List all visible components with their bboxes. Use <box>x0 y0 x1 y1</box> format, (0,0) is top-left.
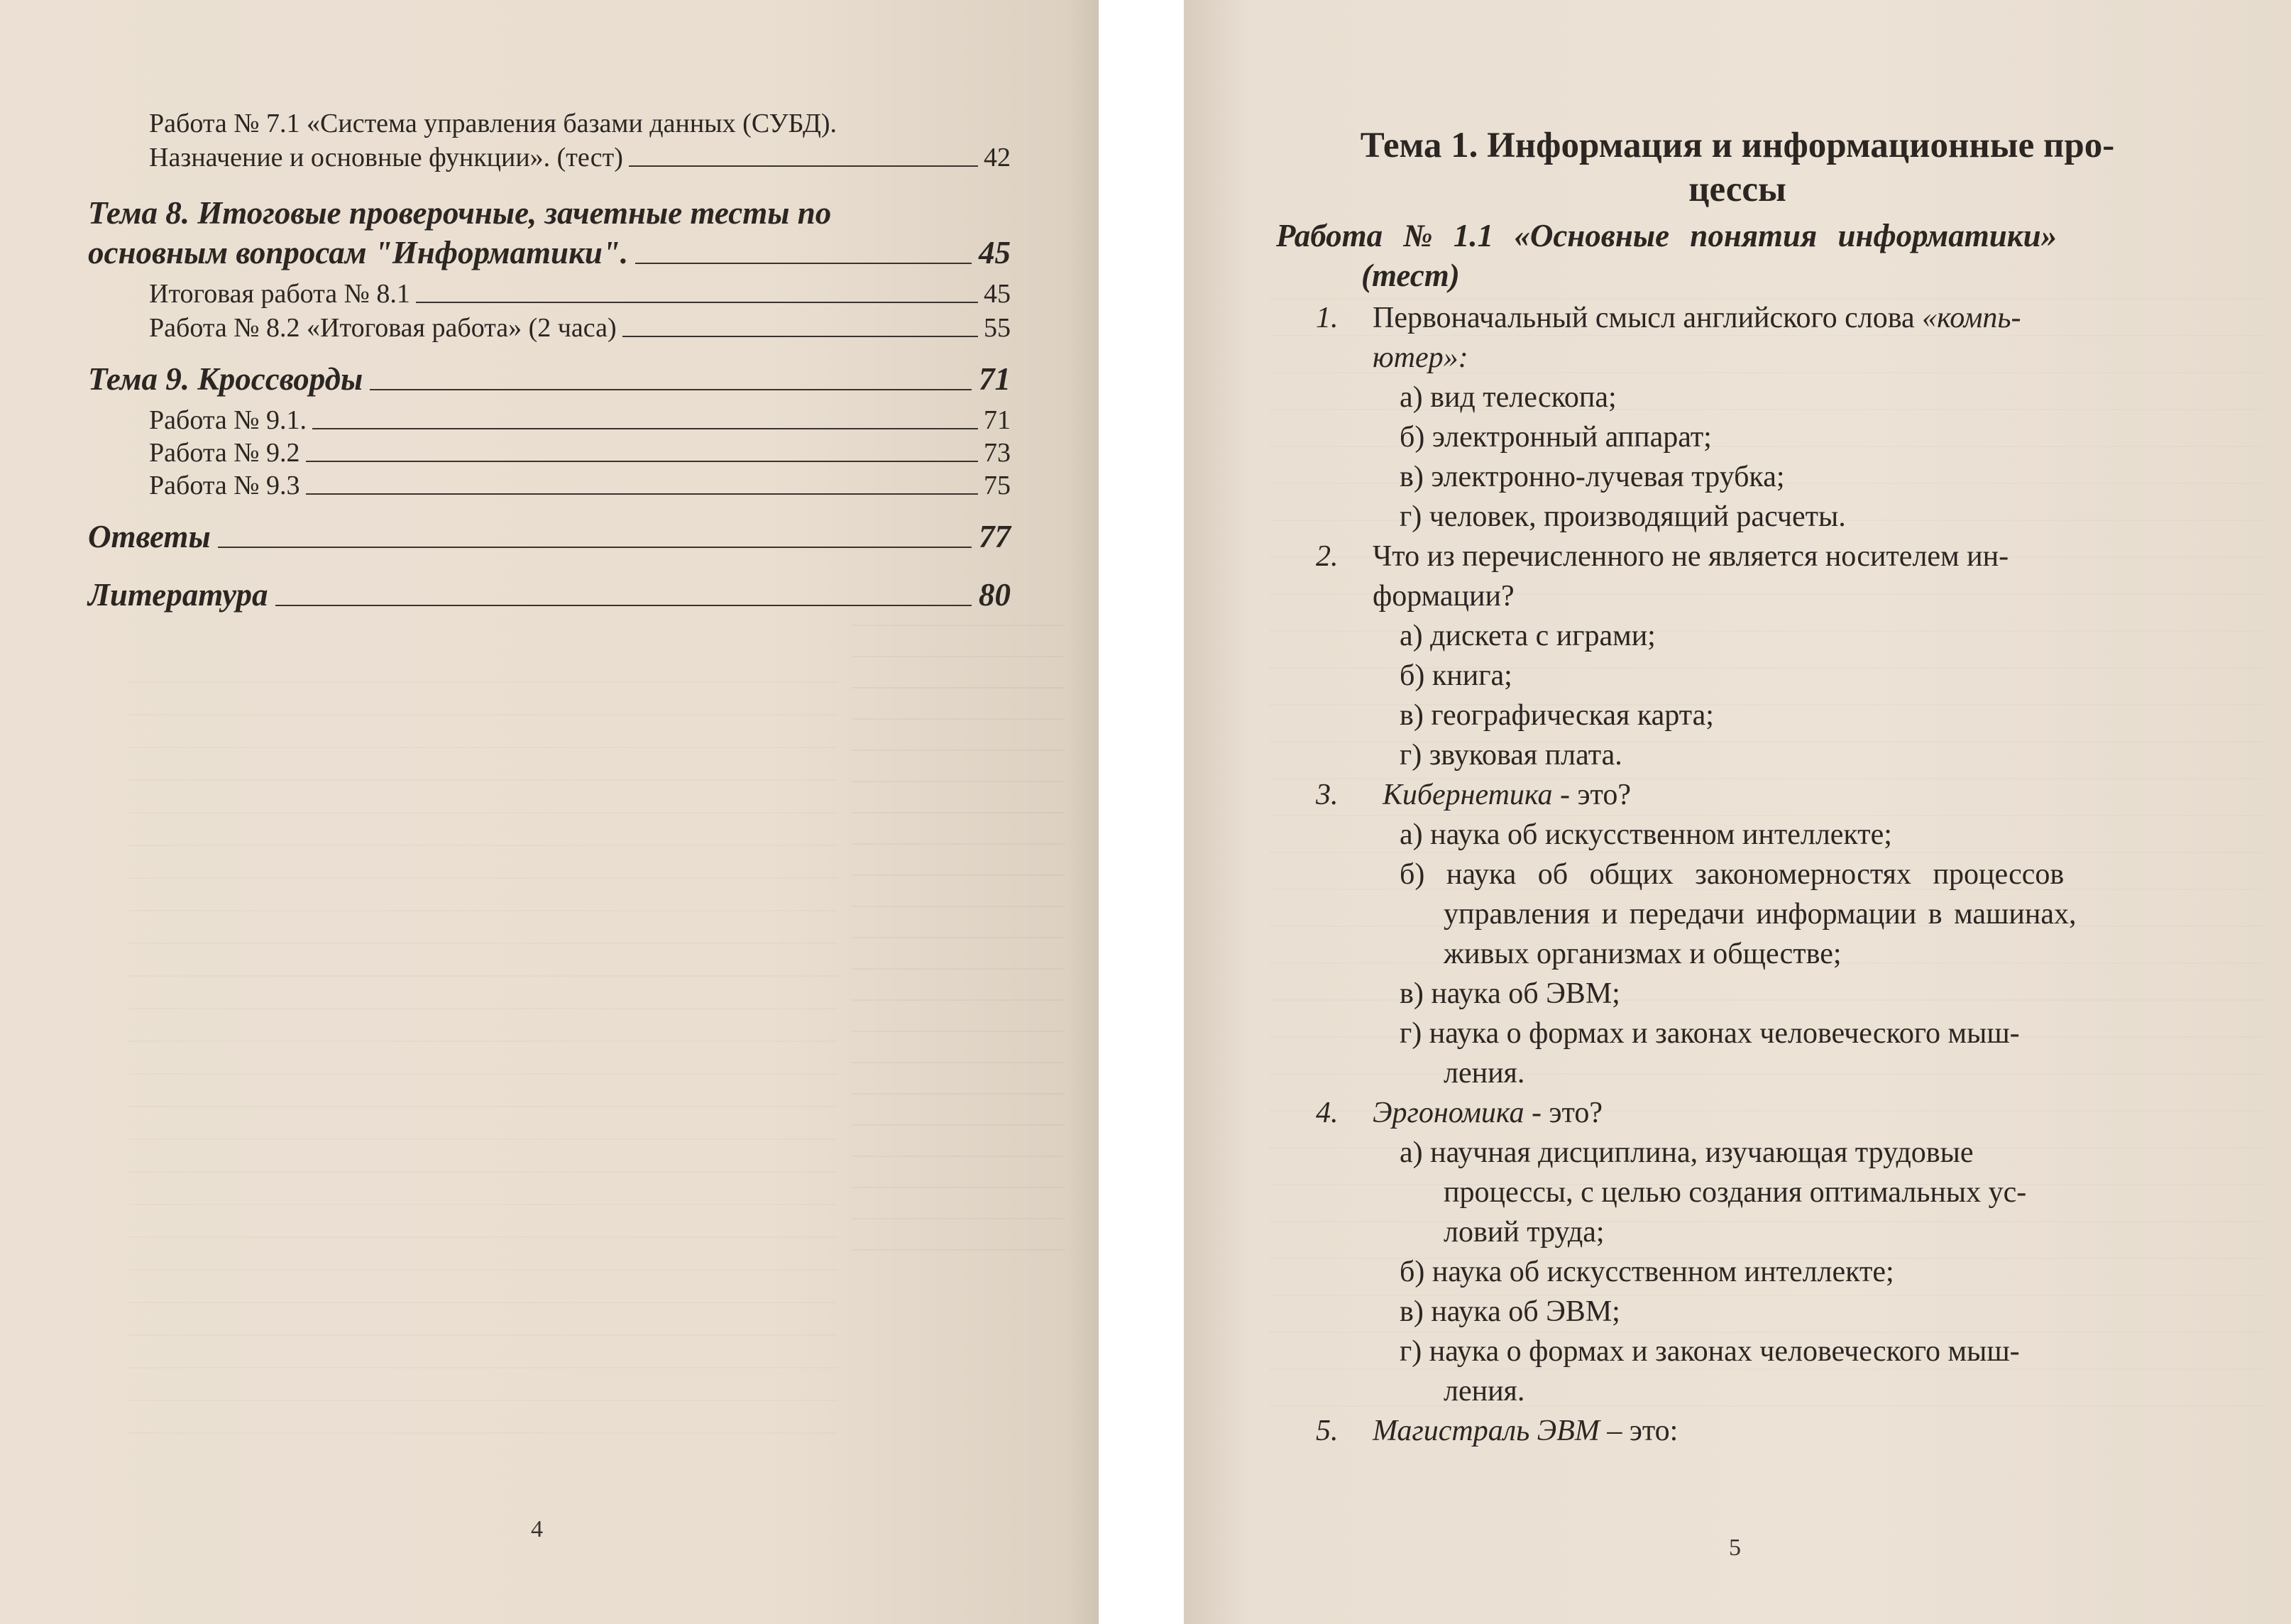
question-4-option-b: б) наука об искусственном интеллекте; <box>1400 1256 1894 1288</box>
toc-topic-8-line2: основным вопросам "Информатики". <box>88 235 629 270</box>
question-1-text-line1 <box>1373 301 2021 335</box>
toc-topic-label: Ответы <box>88 519 211 554</box>
question-5-number: 5. <box>1316 1415 1339 1447</box>
question-3-option-d-line1: г) наука о формах и законах человеческого мыш- <box>1400 1017 2020 1050</box>
question-1-option-c: в) электронно-лучевая трубка; <box>1400 461 1785 493</box>
question-3-option-a: а) наука об искусственном интеллекте; <box>1400 818 1892 851</box>
question-2-option-a: а) дискета с играми; <box>1400 620 1656 652</box>
dot-leader <box>629 165 978 167</box>
question-text: - это? <box>1552 779 1631 811</box>
question-3-option-d-line2: ления. <box>1444 1057 1525 1090</box>
dot-leader <box>218 547 972 548</box>
question-2-number: 2. <box>1316 540 1339 573</box>
topic-title-line2: цессы <box>1688 170 1786 209</box>
question-1-text-line2 <box>1373 341 1468 375</box>
question-1-option-d: г) человек, производящий расчеты. <box>1400 500 1846 533</box>
toc-literature <box>88 576 1011 613</box>
dot-leader <box>306 461 978 462</box>
dot-leader <box>275 605 972 606</box>
toc-entry-label: Работа № 9.3 <box>149 471 300 500</box>
question-text: – это: <box>1599 1415 1679 1447</box>
toc-page-number: 71 <box>984 405 1011 435</box>
toc-topic-9 <box>88 361 1011 397</box>
question-text: Первоначальный смысл английского слова <box>1373 302 1923 334</box>
work-title-line1: Работа № 1.1 «Основные понятия информатики» <box>1276 218 2057 253</box>
toc-page-number: 71 <box>979 361 1011 397</box>
question-5-text <box>1373 1414 1678 1448</box>
toc-page-number: 77 <box>979 519 1011 554</box>
toc-entry-7-1 <box>149 136 1011 173</box>
dot-leader <box>622 336 978 337</box>
bleed-through-texture <box>852 625 1065 1263</box>
question-emphasis: ютер»: <box>1373 341 1468 374</box>
page-number-right: 5 <box>1729 1535 1741 1561</box>
question-2-option-d: г) звуковая плата. <box>1400 739 1622 772</box>
toc-entry-7-1-line1: Работа № 7.1 «Система управления базами данных (СУБД). <box>149 109 837 138</box>
dot-leader <box>416 302 978 303</box>
question-1-option-a: а) вид телескопа; <box>1400 381 1617 414</box>
question-4-number: 4. <box>1316 1097 1339 1129</box>
toc-answers <box>88 518 1011 555</box>
question-3-option-b-line1: б) наука об общих закономерностях процессов <box>1400 858 2065 891</box>
question-3-option-b-line3: живых организмах и обществе; <box>1444 938 1842 970</box>
toc-entry-label: Работа № 8.2 «Итоговая работа» (2 часа) <box>149 313 617 343</box>
toc-page-number: 42 <box>984 143 1011 172</box>
toc-page-number: 45 <box>984 279 1011 309</box>
question-3-number: 3. <box>1316 779 1339 811</box>
question-3-option-c: в) наука об ЭВМ; <box>1400 977 1620 1010</box>
question-4-option-a-line2: процессы, с целью создания оптимальных ус- <box>1444 1176 2027 1209</box>
question-emphasis: «компь- <box>1922 302 2021 334</box>
toc-topic-8-line1: Тема 8. Итоговые проверочные, зачетные тесты по <box>88 195 832 231</box>
question-3-option-b-line2: управления и передачи информации в машинах, <box>1444 898 2077 931</box>
question-4-option-d-line1: г) наука о формах и законах человеческого мыш- <box>1400 1335 2020 1368</box>
toc-entry-9-1 <box>149 399 1011 436</box>
question-text: - это? <box>1524 1097 1603 1129</box>
toc-page-number: 73 <box>984 438 1011 468</box>
toc-entry-9-2 <box>149 432 1011 468</box>
question-2-text-line2: формации? <box>1373 580 1515 613</box>
question-4-option-a-line3: ловий труда; <box>1444 1216 1605 1249</box>
toc-entry-label: Работа № 9.2 <box>149 438 300 468</box>
toc-entry-label: Работа № 9.1. <box>149 405 307 435</box>
question-emphasis: Магистраль ЭВМ <box>1373 1415 1600 1447</box>
toc-topic-label: Тема 9. Кроссворды <box>88 361 363 397</box>
toc-entry-8-1 <box>149 273 1011 309</box>
question-1-number: 1. <box>1316 302 1339 334</box>
left-page <box>0 0 1099 1624</box>
toc-entry-7-1-line2: Назначение и основные функции». (тест) <box>149 143 623 172</box>
dot-leader <box>370 389 972 390</box>
toc-page-number: 80 <box>979 577 1011 613</box>
question-4-option-d-line2: ления. <box>1444 1375 1525 1408</box>
question-2-option-b: б) книга; <box>1400 659 1512 692</box>
page-number-left: 4 <box>531 1516 543 1542</box>
question-1-option-b: б) электронный аппарат; <box>1400 421 1712 454</box>
toc-page-number: 75 <box>984 471 1011 500</box>
toc-page-number: 55 <box>984 313 1011 343</box>
right-page <box>1184 0 2291 1624</box>
dot-leader <box>635 263 972 264</box>
work-title-line2: (тест) <box>1361 258 1460 293</box>
question-4-option-a-line1: а) научная дисциплина, изучающая трудовые <box>1400 1136 1974 1169</box>
question-emphasis: Эргономика <box>1373 1097 1524 1129</box>
question-emphasis: Кибернетика <box>1383 779 1553 811</box>
question-2-option-c: в) географическая карта; <box>1400 699 1714 732</box>
question-3-text <box>1383 778 1631 812</box>
toc-page-number: 45 <box>979 235 1011 270</box>
toc-entry-label: Итоговая работа № 8.1 <box>149 279 410 309</box>
bleed-through-texture <box>128 681 837 1462</box>
toc-entry-8-2 <box>149 307 1011 344</box>
dot-leader <box>312 428 978 429</box>
question-4-text <box>1373 1096 1603 1130</box>
topic-title-line1: Тема 1. Информация и информационные про- <box>1360 126 2115 165</box>
dot-leader <box>306 493 978 495</box>
question-4-option-c: в) наука об ЭВМ; <box>1400 1295 1620 1328</box>
toc-topic-8 <box>88 234 1011 271</box>
question-2-text-line1: Что из перечисленного не является носителем ин- <box>1373 540 2009 573</box>
toc-topic-label: Литература <box>88 577 268 613</box>
toc-entry-9-3 <box>149 464 1011 501</box>
